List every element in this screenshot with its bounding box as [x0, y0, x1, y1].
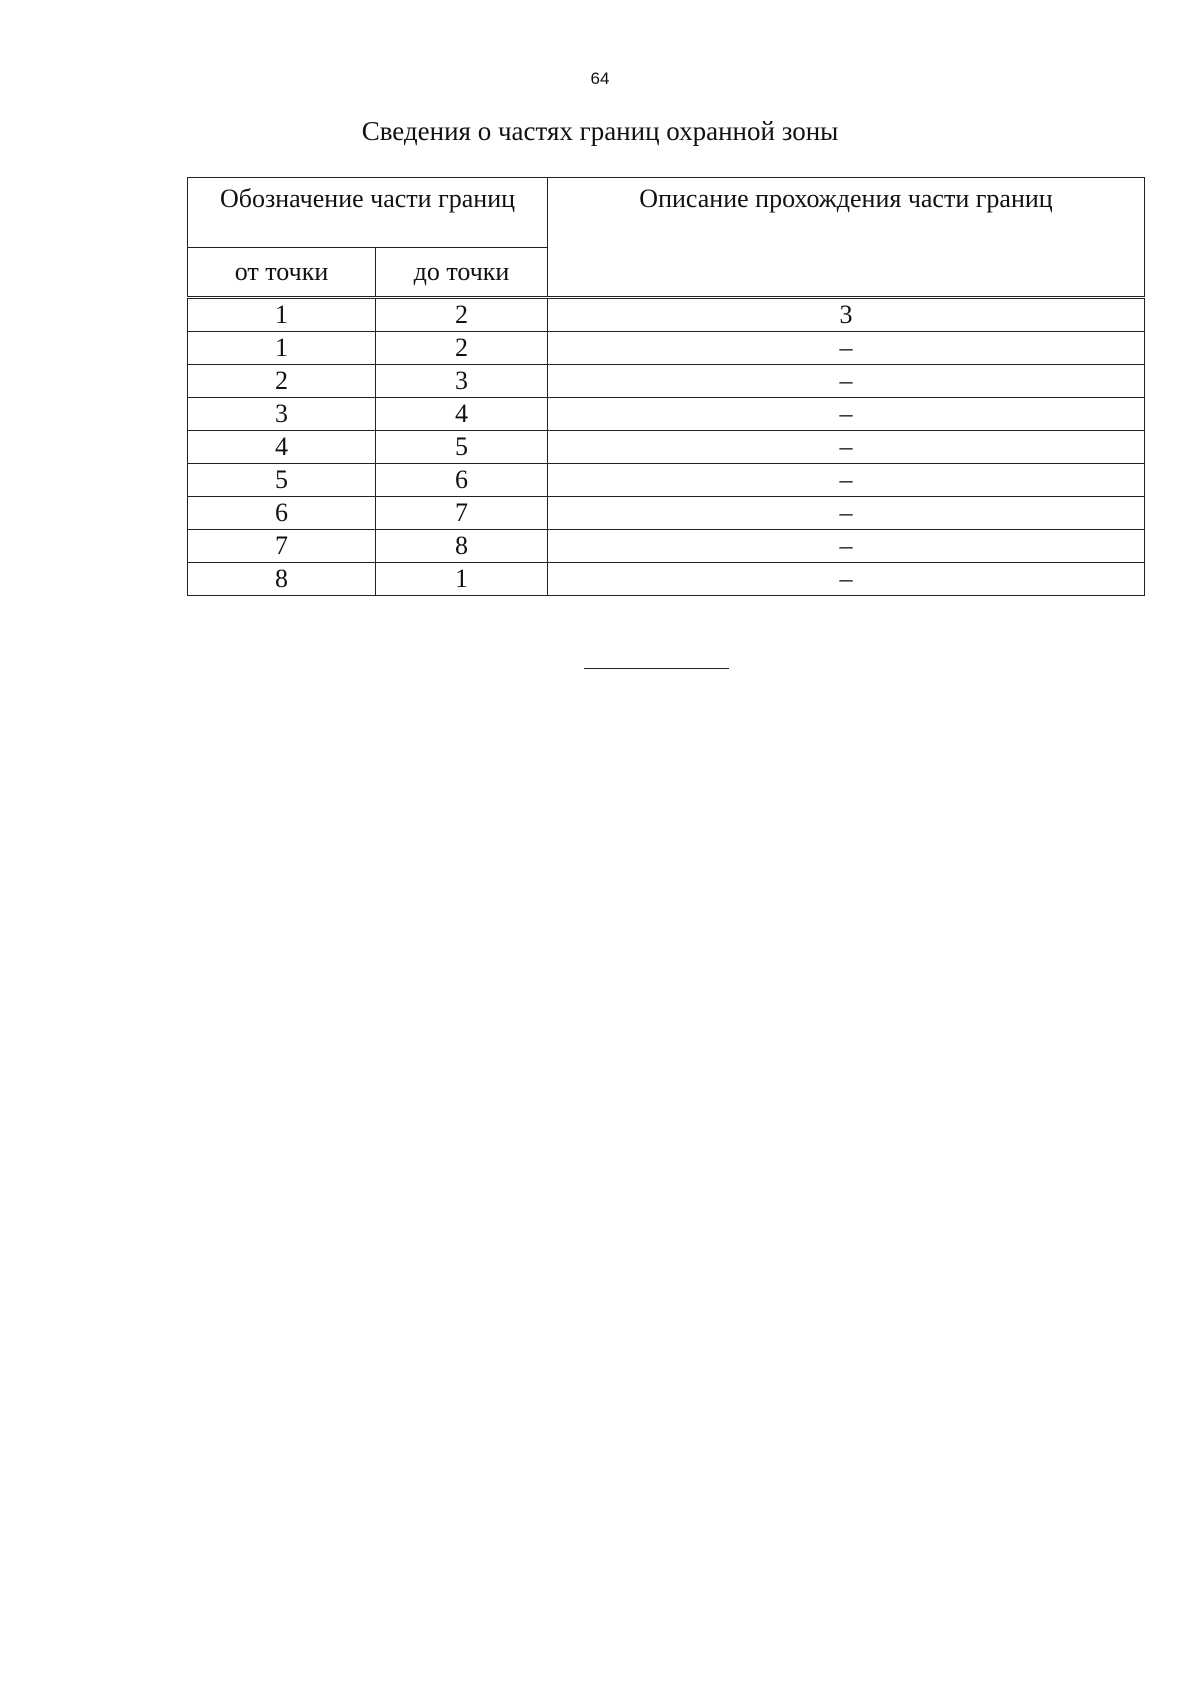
boundary-parts-table — [187, 177, 1145, 596]
description-cell: – — [548, 563, 1145, 596]
end-of-section-rule — [584, 668, 729, 669]
description-cell: – — [548, 497, 1145, 530]
to-point-cell: 8 — [376, 530, 548, 563]
table-row — [188, 497, 1145, 530]
description-cell: – — [548, 332, 1145, 365]
header-from-point: от точки — [188, 248, 376, 298]
column-number-row — [188, 298, 1145, 332]
table-row — [188, 365, 1145, 398]
document-title: Сведения о частях границ охранной зоны — [361, 116, 839, 146]
to-point-cell: 5 — [376, 431, 548, 464]
table-row — [188, 431, 1145, 464]
header-row — [188, 178, 1145, 248]
description-cell: – — [548, 464, 1145, 497]
table-row — [188, 398, 1145, 431]
header-boundary-part-designation: Обозначение части границ — [188, 178, 548, 248]
column-number: 1 — [188, 298, 376, 332]
from-point-cell: 8 — [188, 563, 376, 596]
description-cell: – — [548, 530, 1145, 563]
from-point-cell: 5 — [188, 464, 376, 497]
from-point-cell: 2 — [188, 365, 376, 398]
from-point-cell: 4 — [188, 431, 376, 464]
header-boundary-part-description: Описание прохождения части границ — [548, 178, 1145, 298]
to-point-cell: 1 — [376, 563, 548, 596]
column-number: 2 — [376, 298, 548, 332]
description-cell: – — [548, 431, 1145, 464]
to-point-cell: 3 — [376, 365, 548, 398]
page-number: 64 — [590, 69, 610, 88]
from-point-cell: 6 — [188, 497, 376, 530]
header-to-point: до точки — [376, 248, 548, 298]
table-row — [188, 332, 1145, 365]
column-number: 3 — [548, 298, 1145, 332]
from-point-cell: 1 — [188, 332, 376, 365]
from-point-cell: 3 — [188, 398, 376, 431]
description-cell: – — [548, 365, 1145, 398]
table-row — [188, 530, 1145, 563]
table-row — [188, 464, 1145, 497]
to-point-cell: 4 — [376, 398, 548, 431]
to-point-cell: 7 — [376, 497, 548, 530]
to-point-cell: 6 — [376, 464, 548, 497]
to-point-cell: 2 — [376, 332, 548, 365]
from-point-cell: 7 — [188, 530, 376, 563]
table-row — [188, 563, 1145, 596]
description-cell: – — [548, 398, 1145, 431]
